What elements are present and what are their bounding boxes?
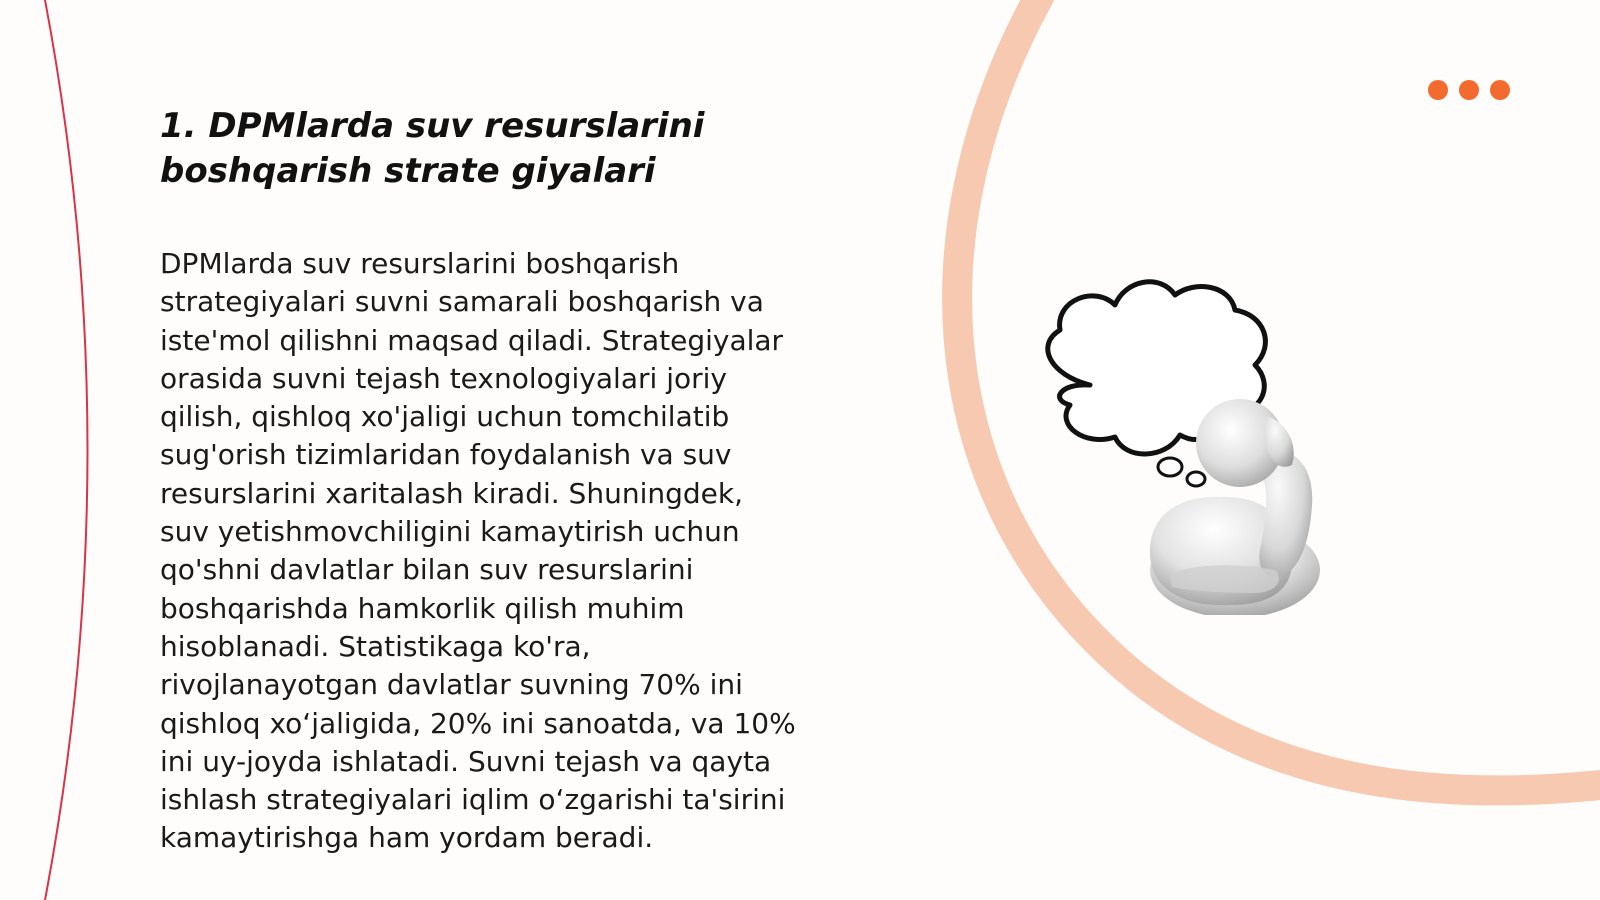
slide-title-line-1: 1. DPMlarda suv resurslarini: [160, 106, 705, 146]
body-line: qishloq xo‘jaligida, 20% ini sanoatda, va 10%: [160, 706, 796, 740]
body-line: ishlash strategiyalari iqlim o‘zgarishi ta'sirini: [160, 783, 786, 817]
dot-icon: [1428, 80, 1448, 100]
body-line: hisoblanadi. Statistikaga ko'ra,: [160, 629, 591, 663]
body-line: sug'orish tizimlaridan foydalanish va suv: [160, 438, 732, 472]
body-line: boshqarishda hamkorlik qilish muhim: [160, 591, 685, 625]
dot-icon: [1459, 80, 1479, 100]
body-line: resurslarini xaritalash kiradi. Shuningdek,: [160, 476, 743, 510]
slide-title: [160, 104, 860, 194]
decorative-dots: [1428, 80, 1510, 100]
slide-body-text: [160, 245, 840, 858]
slide-title-line-2: boshqarish strate giyalari: [160, 151, 656, 191]
body-line: qo'shni davlatlar bilan suv resurslarini: [160, 553, 694, 587]
thinking-person-icon: [1030, 275, 1350, 615]
body-line: iste'mol qilishni maqsad qiladi. Strategiyalar: [160, 323, 784, 357]
body-line: kamaytirishga ham yordam beradi.: [160, 821, 654, 855]
body-line: rivojlanayotgan davlatlar suvning 70% ini: [160, 668, 743, 702]
body-line: qilish, qishloq xo'jaligi uchun tomchilatib: [160, 400, 730, 434]
body-line: strategiyalari suvni samarali boshqarish va: [160, 285, 764, 319]
body-line: suv yetishmovchiligini kamaytirish uchun: [160, 515, 740, 549]
left-red-curve: [45, 0, 88, 900]
body-line: orasida suvni tejash texnologiyalari joriy: [160, 361, 727, 395]
body-line: DPMlarda suv resurslarini boshqarish: [160, 247, 680, 280]
body-line: ini uy-joyda ishlatadi. Suvni tejash va qayta: [160, 744, 772, 778]
dot-icon: [1490, 80, 1510, 100]
